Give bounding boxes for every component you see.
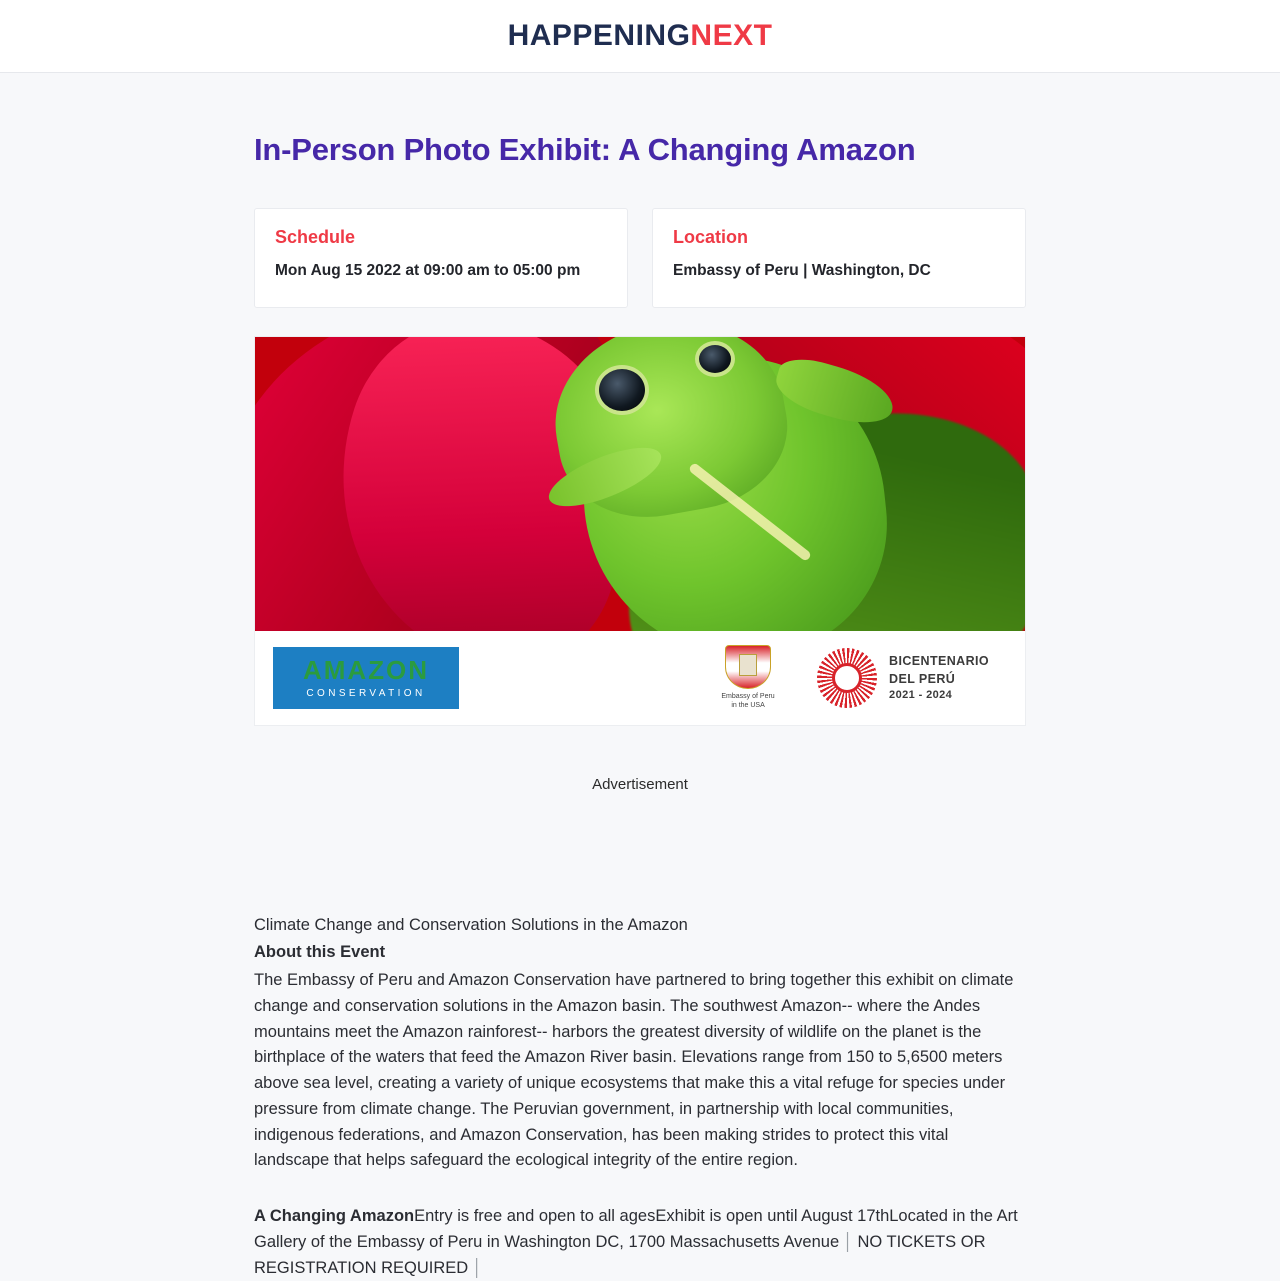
location-value: Embassy of Peru | Washington, DC [673, 261, 931, 279]
about-heading: About this Event [254, 943, 386, 962]
location-label: Location [673, 226, 748, 247]
sponsor-strip [255, 631, 1025, 725]
bicentenario-text [889, 652, 989, 704]
frog-eye-icon [595, 365, 649, 415]
event-banner [254, 336, 1026, 726]
footer-separator: │ [472, 1258, 483, 1277]
footer-bold-text: A Changing Amazon [254, 1207, 415, 1226]
description-footer [254, 1204, 1026, 1281]
frog-eye-icon [695, 341, 735, 377]
right-sponsor-group [705, 645, 1007, 711]
description-lead: Climate Change and Conservation Solutions in the Amazon [254, 915, 688, 934]
logo-text-next: NEXT [690, 19, 773, 52]
bicentenario-logo [817, 648, 989, 708]
peru-coat-of-arms-icon [725, 645, 771, 689]
location-card [652, 208, 1026, 308]
logo-text-happening: HAPPENING [507, 19, 691, 52]
schedule-value: Mon Aug 15 2022 at 09:00 am to 05:00 pm [275, 261, 581, 279]
footer-rest-text: Entry is free and open to all agesExhibit is open until August 17thLocated in the Art Gallery of the Embassy of Peru in Washington DC, 1700 Massachusetts Avenue [254, 1207, 1018, 1251]
description-body: The Embassy of Peru and Amazon Conservation have partnered to bring together this exhibit on climate change and conservation solutions in the Amazon basin. The southwest Amazon-- where the Andes mountains meet the Amazon rainforest-- harbors the greatest diversity of wildlife on the planet is the birthplace of the waters that feed the Amazon River basin. Elevations range from 150 to 5,6500 meters above sea level, creating a variety of unique ecosystems that make this a vital refuge for species under pressure from climate change. The Peruvian government, in partnership with local communities, indigenous federations, and Amazon Conservation, has been making strides to protect this vital landscape that helps safeguard the ecological integrity of the entire region. [254, 971, 1014, 1170]
footer-separator: │ [843, 1232, 854, 1251]
schedule-card [254, 208, 628, 308]
content-column [254, 73, 1026, 1281]
bicentenario-burst-icon [817, 648, 877, 708]
hero-image [255, 337, 1025, 631]
amazon-logo-bottom-text: CONSERVATION [306, 687, 426, 699]
advertisement-block [254, 760, 1026, 793]
event-description [254, 913, 1026, 1281]
bicentenario-line2: DEL PERÚ [889, 671, 956, 686]
amazon-logo-top-text: AMAZON [302, 654, 430, 685]
page-title: In-Person Photo Exhibit: A Changing Amazon [254, 132, 916, 167]
event-info-row [254, 208, 1026, 308]
embassy-of-peru-logo [705, 645, 791, 711]
page-body [0, 73, 1280, 1281]
site-header [0, 0, 1280, 73]
bicentenario-line1: BICENTENARIO [889, 653, 989, 668]
advertisement-label: Advertisement [592, 775, 688, 793]
bicentenario-years: 2021 - 2024 [889, 688, 953, 701]
amazon-conservation-logo [273, 647, 459, 709]
schedule-label: Schedule [275, 226, 356, 247]
footer-notice-text: NO TICKETS OR REGISTRATION REQUIRED [254, 1232, 986, 1277]
embassy-logo-line1: Embassy of Peru [721, 692, 775, 700]
site-logo[interactable] [508, 19, 773, 53]
embassy-logo-line2: in the USA [731, 702, 765, 710]
